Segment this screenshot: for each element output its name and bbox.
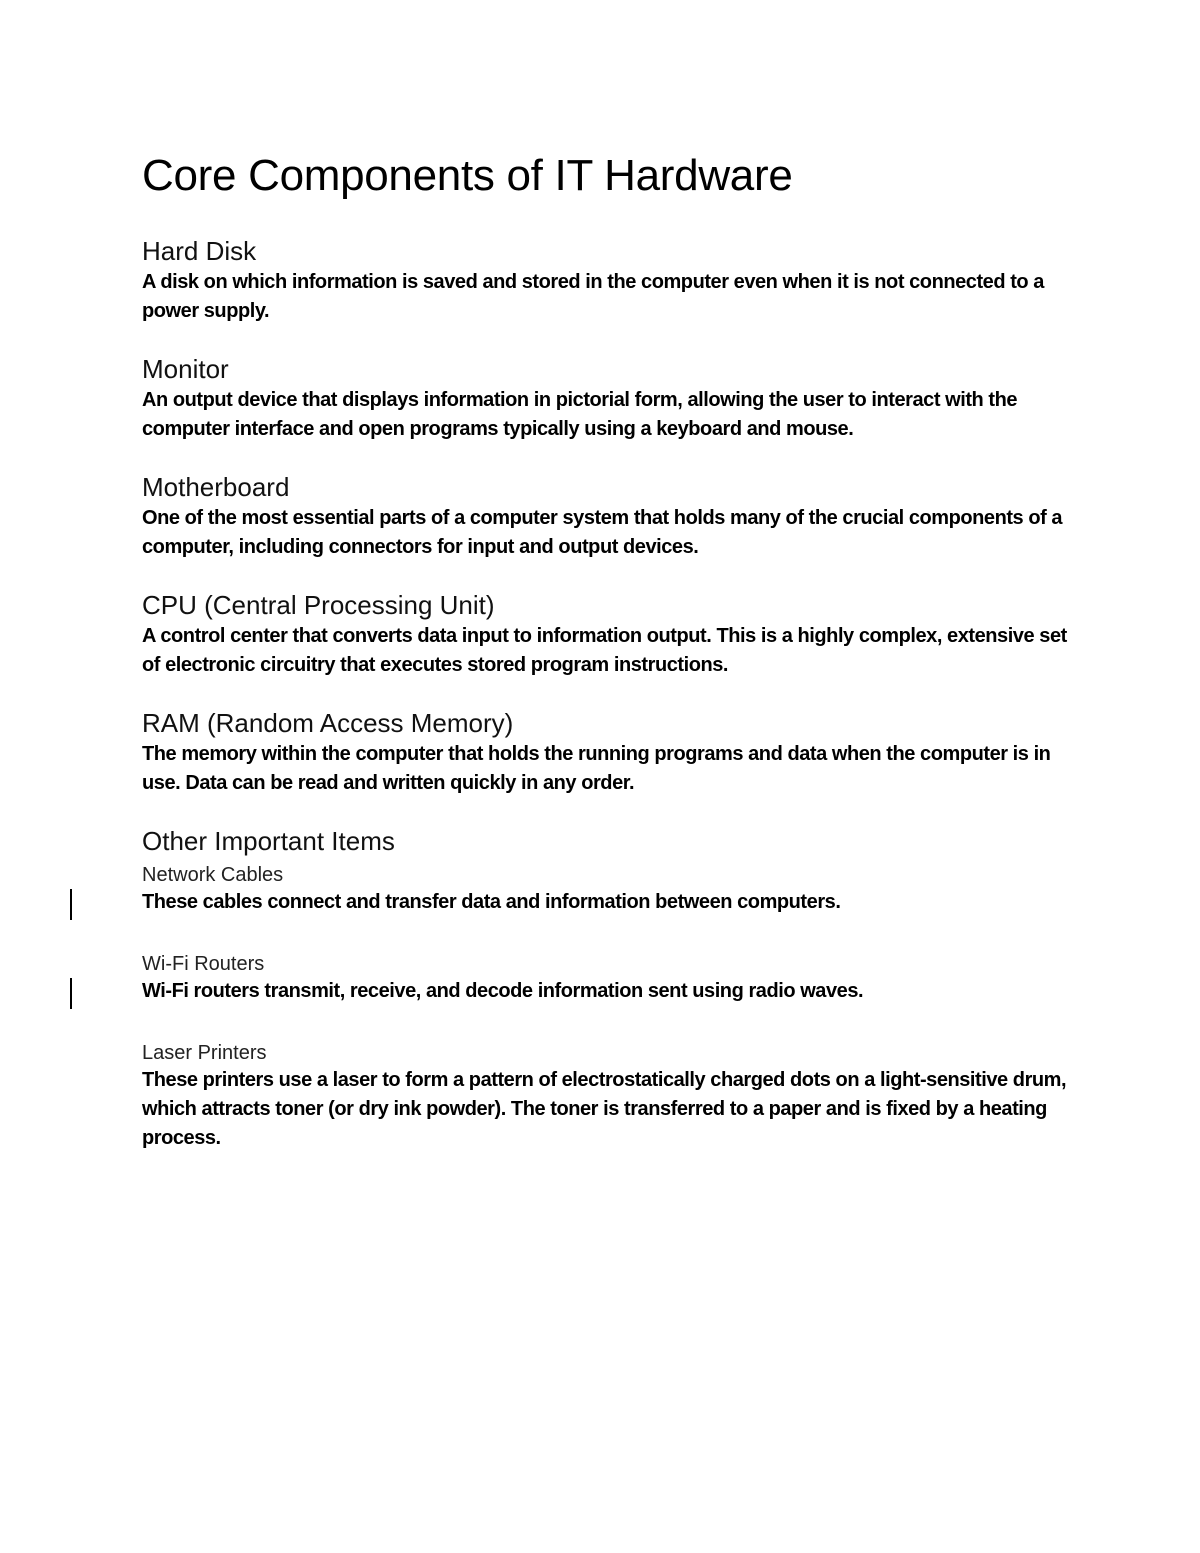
- section-hard-disk: [142, 234, 1072, 326]
- subsection-body: These printers use a laser to form a pattern of electrostatically charged dots on a light-sensitive drum, which attracts toner (or dry ink powder). The toner is transferred to a paper and is fixed by a heating process.: [142, 1069, 1067, 1149]
- section-heading: Motherboard: [142, 472, 290, 502]
- document-title: Core Components of IT Hardware: [142, 151, 793, 200]
- change-bar: [70, 889, 72, 920]
- section-heading: Monitor: [142, 354, 229, 384]
- subsection-heading: Wi-Fi Routers: [142, 953, 265, 975]
- section-body: An output device that displays information in pictorial form, allowing the user to interact with the computer interface and open programs typically using a keyboard and mouse.: [142, 389, 1018, 440]
- subsection-network-cables: [142, 862, 1072, 917]
- subsection-heading: Network Cables: [142, 864, 284, 886]
- section-motherboard: [142, 470, 1072, 562]
- section-body: A control center that converts data input to information output. This is a highly complex, extensive set of electronic circuitry that executes stored program instructions.: [142, 625, 1067, 676]
- other-items-heading: Other Important Items: [142, 826, 395, 856]
- subsection-heading: Laser Printers: [142, 1042, 267, 1064]
- subsection-wifi-routers: [142, 951, 1072, 1006]
- section-body: A disk on which information is saved and stored in the computer even when it is not connected to a power supply.: [142, 271, 1044, 322]
- section-heading: RAM (Random Access Memory): [142, 708, 514, 738]
- subsection-body: These cables connect and transfer data and information between computers.: [142, 891, 841, 913]
- section-monitor: [142, 352, 1072, 444]
- section-heading: Hard Disk: [142, 236, 257, 266]
- section-heading: CPU (Central Processing Unit): [142, 590, 495, 620]
- section-body: The memory within the computer that holds the running programs and data when the computer is in use. Data can be read and written quickly in any order.: [142, 743, 1051, 794]
- section-body: One of the most essential parts of a computer system that holds many of the crucial components of a computer, including connectors for input and output devices.: [142, 507, 1063, 558]
- section-ram: [142, 706, 1072, 798]
- change-bar: [70, 978, 72, 1009]
- subsection-laser-printers: [142, 1040, 1072, 1153]
- document-content: [142, 148, 1072, 1187]
- section-cpu: [142, 588, 1072, 680]
- subsection-body: Wi-Fi routers transmit, receive, and decode information sent using radio waves.: [142, 980, 864, 1002]
